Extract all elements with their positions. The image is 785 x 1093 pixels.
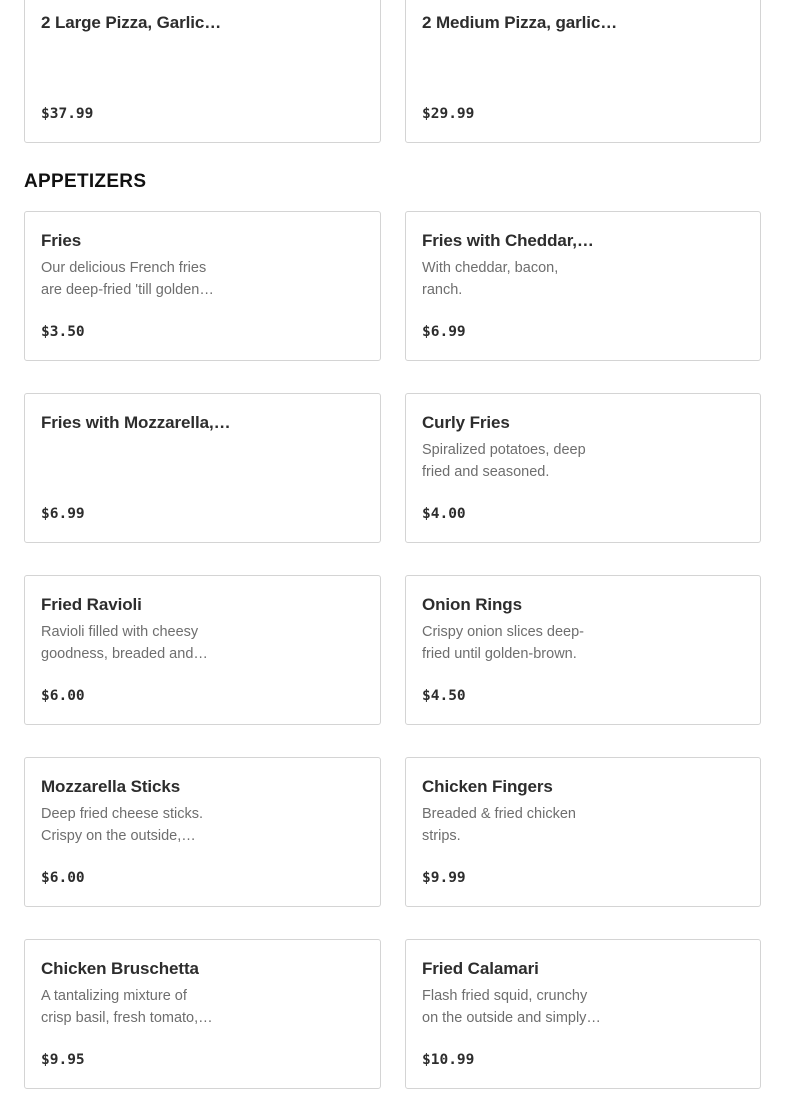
menu-item-card[interactable] <box>405 393 761 543</box>
menu-item-name: 2 Large Pizza, Garlic… <box>41 13 222 32</box>
menu-item-name: Onion Rings <box>422 595 522 614</box>
menu-item-description: With cheddar, bacon, ranch. <box>422 260 559 298</box>
menu-item-name: Curly Fries <box>422 413 510 432</box>
menu-item-card[interactable] <box>405 939 761 1089</box>
menu-item-price: $3.50 <box>41 324 85 340</box>
menu-page <box>24 0 761 1089</box>
menu-item-card[interactable] <box>405 0 761 143</box>
menu-item-card[interactable] <box>24 211 381 361</box>
menu-item-card[interactable] <box>24 757 381 907</box>
menu-item-price: $6.99 <box>41 506 85 522</box>
menu-item-price: $4.00 <box>422 506 466 522</box>
menu-item-name: 2 Medium Pizza, garlic… <box>422 13 618 32</box>
menu-item-description: A tantalizing mixture of crisp basil, fresh tomato,… <box>41 988 213 1026</box>
menu-item-description: Flash fried squid, crunchy on the outside and simply… <box>422 988 601 1026</box>
menu-item-name: Chicken Fingers <box>422 777 553 796</box>
menu-item-card[interactable] <box>24 0 381 143</box>
menu-item-price: $37.99 <box>41 106 94 122</box>
menu-item-name: Mozzarella Sticks <box>41 777 181 796</box>
menu-item-name: Fries with Cheddar,… <box>422 231 594 250</box>
menu-item-name: Fried Calamari <box>422 959 539 978</box>
section-heading-appetizers: APPETIZERS <box>24 171 147 192</box>
combos-grid <box>24 0 761 143</box>
menu-item-card[interactable] <box>24 393 381 543</box>
menu-item-price: $6.00 <box>41 688 85 704</box>
menu-item-price: $6.99 <box>422 324 466 340</box>
menu-item-price: $29.99 <box>422 106 475 122</box>
menu-item-card[interactable] <box>24 575 381 725</box>
menu-item-description: Crispy onion slices deep-fried until golden-brown. <box>422 624 584 662</box>
menu-item-card[interactable] <box>405 575 761 725</box>
menu-item-description: Ravioli filled with cheesy goodness, breaded and… <box>41 624 208 662</box>
menu-item-description: Spiralized potatoes, deep fried and seasoned. <box>422 442 586 480</box>
menu-item-name: Fries with Mozzarella,… <box>41 413 231 432</box>
menu-item-price: $6.00 <box>41 870 85 886</box>
menu-item-description: Breaded & fried chicken strips. <box>422 806 576 844</box>
menu-item-name: Chicken Bruschetta <box>41 959 199 978</box>
menu-item-price: $9.99 <box>422 870 466 886</box>
menu-item-card[interactable] <box>24 939 381 1089</box>
menu-item-price: $9.95 <box>41 1052 85 1068</box>
menu-item-price: $4.50 <box>422 688 466 704</box>
menu-item-card[interactable] <box>405 757 761 907</box>
appetizers-grid <box>24 211 761 1089</box>
menu-item-description: Our delicious French fries are deep-fried 'till golden… <box>41 260 214 298</box>
menu-item-name: Fries <box>41 231 82 250</box>
menu-item-card[interactable] <box>405 211 761 361</box>
menu-item-name: Fried Ravioli <box>41 595 142 614</box>
menu-item-description: Deep fried cheese sticks. Crispy on the outside,… <box>41 806 203 844</box>
menu-item-price: $10.99 <box>422 1052 475 1068</box>
